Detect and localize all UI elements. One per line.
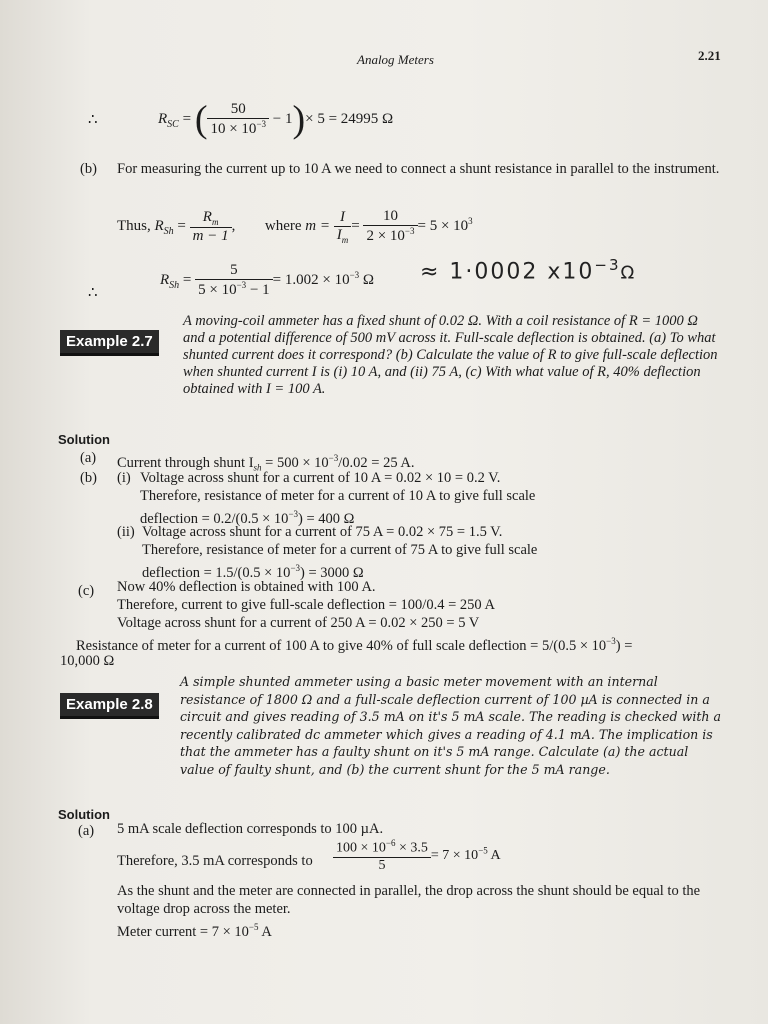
where-word: where — [264, 217, 302, 234]
sol27-bii-marker: (ii) — [117, 524, 135, 540]
handwritten-value: ≈ 1·0002 x10 — [420, 259, 595, 285]
rsh-lhs: R — [160, 271, 170, 288]
equation-rsc: $R_{SC}$ = ( $\frac{50}{10 \times 10^{-3}}$ − 1)× 5 = 24995 Ω — [158, 98, 394, 141]
sol28-frac-den: 5 — [378, 857, 386, 873]
rsc-result: × 5 = 24995 Ω — [305, 110, 394, 127]
rsc-fraction — [207, 101, 269, 138]
thus-lhs-sub: Sh — [163, 225, 174, 237]
rsc-lhs-sub: SC — [167, 118, 179, 130]
equation-rsh — [160, 262, 374, 299]
rsc-den: 10 × 10 — [210, 121, 257, 137]
rsc-eq: = — [178, 110, 192, 127]
sol27-bi-line3-text: deflection = 0.2/(0.5 × 10 — [140, 510, 289, 527]
sol28-a-line4-exp: −5 — [248, 922, 259, 932]
rsc-den-exp: −3 — [256, 119, 267, 129]
page-number: 2.21 — [698, 48, 721, 63]
m-den-3: 2 × 10 — [366, 228, 405, 244]
solution-heading-2: Solution — [58, 807, 110, 822]
sol27-bii-line1: Voltage across shunt for a current of 75 A = 0.02 × 75 = 1.5 V. — [142, 524, 503, 540]
thus-num-sub: m — [211, 216, 219, 227]
sol28-frac-result-unit: A — [487, 848, 501, 864]
sol27-c-line4 — [76, 632, 632, 655]
m-eq2: = — [351, 217, 360, 234]
m-eq: m = — [305, 217, 330, 234]
rsc-minus-one: − 1 — [269, 110, 293, 127]
sol27-c-line4-tail: ) = — [615, 637, 633, 654]
sol27-a-exp: −3 — [328, 453, 339, 463]
sol27-bi-line1: Voltage across shunt for a current of 10 A = 0.02 × 10 = 0.2 V. — [140, 470, 501, 486]
rsc-lhs: R — [158, 110, 168, 127]
sol27-bii-line3-exp: −3 — [290, 563, 301, 573]
therefore-symbol-2: ∴ — [88, 285, 98, 301]
m-num: I — [339, 208, 345, 225]
m-den: I — [336, 226, 342, 243]
sol27-bii-line2: Therefore, resistance of meter for a current of 75 A to give full scale — [142, 542, 538, 558]
sol28-fraction — [333, 838, 431, 874]
sol27-c-line3: Voltage across shunt for a current of 250 A = 0.02 × 250 = 5 V — [117, 615, 480, 631]
sol28-a-line4-tail: A — [258, 923, 272, 940]
therefore-symbol: ∴ — [88, 112, 98, 128]
sol27-a-text: Current through shunt I — [117, 454, 254, 471]
sol27-bi-line3-tail: ) = 400 Ω — [298, 510, 355, 527]
sol27-a-text2: = 500 × 10 — [261, 454, 329, 471]
sol27-c-line5: 10,000 Ω — [60, 653, 115, 669]
solution-heading: Solution — [58, 432, 110, 447]
sol27-c-marker: (c) — [78, 583, 95, 599]
thus-den: m − 1 — [192, 227, 229, 244]
rsh-result: = 1.002 × 10 — [272, 271, 350, 288]
sol27-a-marker: (a) — [80, 450, 97, 466]
m-den-sub: m — [341, 234, 349, 245]
sol28-a-line4 — [117, 918, 272, 941]
handwritten-note — [420, 256, 636, 284]
example-2-7-badge: Example 2.7 — [60, 330, 159, 356]
thus-fraction — [190, 209, 232, 245]
sol28-fraction-group — [333, 838, 501, 874]
thus-num: R — [202, 208, 212, 225]
sol28-frac-result: = 7 × 10 — [430, 848, 479, 864]
handwritten-exp: −3 — [594, 256, 621, 274]
example-2-8-text: A simple shunted ammeter using a basic meter movement with an internal resistance of 1800 Ω and a full-scale deflection current of 100 µA is connected in a circuit and gives reading of 3.5 mA on it's 5 mA scale. The reading is checked with a recently calibrated dc ammeter which gives a reading of 4.1 mA. The implication is that the ammeter has a faulty shunt on it's 5 mA range. Calculate (a) the actual value of faulty shunt, and (b) the current shunt for the 5 mA range. — [180, 674, 722, 777]
sol27-a-sub: sh — [253, 462, 262, 473]
sol27-c-line4-exp: −3 — [606, 636, 616, 646]
sol28-a-line3: As the shunt and the meter are connected in parallel, the drop across the shunt should be equal to the voltage drop across the meter. — [117, 883, 701, 917]
sol28-a-marker: (a) — [78, 823, 95, 839]
m-den-3-exp: −3 — [404, 226, 415, 236]
sol27-b-marker: (b) — [80, 470, 97, 486]
m-fraction — [334, 209, 352, 245]
sol27-bii-line3-text: deflection = 1.5/(0.5 × 10 — [142, 564, 291, 581]
rsh-den-exp: −3 — [236, 280, 247, 290]
part-b-marker: (b) — [80, 161, 97, 177]
sol27-c-line2: Therefore, current to give full-scale deflection = 100/0.4 = 250 A — [117, 597, 495, 613]
running-header: Analog Meters — [357, 52, 434, 67]
sol27-c-line1: Now 40% deflection is obtained with 100 A. — [117, 579, 376, 595]
example-2-7-text: A moving-coil ammeter has a fixed shunt of 0.02 Ω. With a coil resistance of R = 1000 Ω and a potential difference of 500 mV across it. Full-scale deflection is obtained. (a) To what shunted current does it correspond? (b) Calculate the value of R to give full-scale deflection when shunted current I is (i) 10 A, and (ii) 75 A, (c) With what value of R, 40% deflection obtained with I = 100 A. — [183, 313, 718, 397]
thus-eq: = — [173, 217, 186, 234]
handwritten-unit: Ω — [620, 262, 637, 284]
sol28-frac-num-exp: −6 — [385, 838, 396, 848]
rsh-num: 5 — [195, 262, 273, 280]
part-b-text: For measuring the current up to 10 A we need to connect a shunt resistance in parallel to the instrument. — [117, 161, 720, 177]
rsh-fraction — [195, 262, 273, 299]
sol28-a-line1: 5 mA scale deflection corresponds to 100 µA. — [117, 821, 384, 837]
m-result-exp: 3 — [468, 215, 473, 226]
sol28-frac-num: 100 × 10 — [336, 840, 386, 856]
sol28-a-line2: Therefore, 3.5 mA corresponds to — [117, 853, 313, 869]
rsh-eq: = — [179, 271, 192, 288]
sol28-frac-num-tail: × 3.5 — [395, 840, 428, 856]
rsh-den: 5 × 10 — [198, 282, 237, 298]
m-result: = 5 × 10 — [417, 217, 469, 234]
rsh-result-unit: Ω — [359, 271, 375, 288]
sol27-bi-line2: Therefore, resistance of meter for a current of 10 A to give full scale — [140, 488, 536, 504]
sol27-c-line4-text: Resistance of meter for a current of 100 A to give 40% of full scale deflection = 5/(0.5 × 10 — [76, 637, 607, 654]
rsh-result-exp: −3 — [349, 269, 360, 280]
equation-thus — [117, 208, 473, 245]
sol28-frac-result-exp: −5 — [478, 845, 488, 856]
sol27-bi-marker: (i) — [117, 470, 131, 486]
rsh-lhs-sub: Sh — [169, 279, 180, 291]
thus-comma: , — [231, 217, 236, 234]
rsc-num: 50 — [207, 101, 269, 119]
m-fraction-2 — [363, 208, 417, 245]
example-2-8-badge: Example 2.8 — [60, 693, 159, 719]
sol27-a-text3: /0.02 = 25 A. — [338, 454, 415, 471]
sol27-bii-line3-tail: ) = 3000 Ω — [300, 564, 364, 581]
sol27-bi-line3-exp: −3 — [288, 509, 299, 519]
thus-lhs: R — [154, 217, 164, 234]
thus-word: Thus, — [117, 217, 151, 234]
m-num-3: 10 — [363, 208, 417, 226]
rsh-den-tail: − 1 — [246, 282, 270, 298]
sol28-a-line4-text: Meter current = 7 × 10 — [117, 923, 249, 940]
